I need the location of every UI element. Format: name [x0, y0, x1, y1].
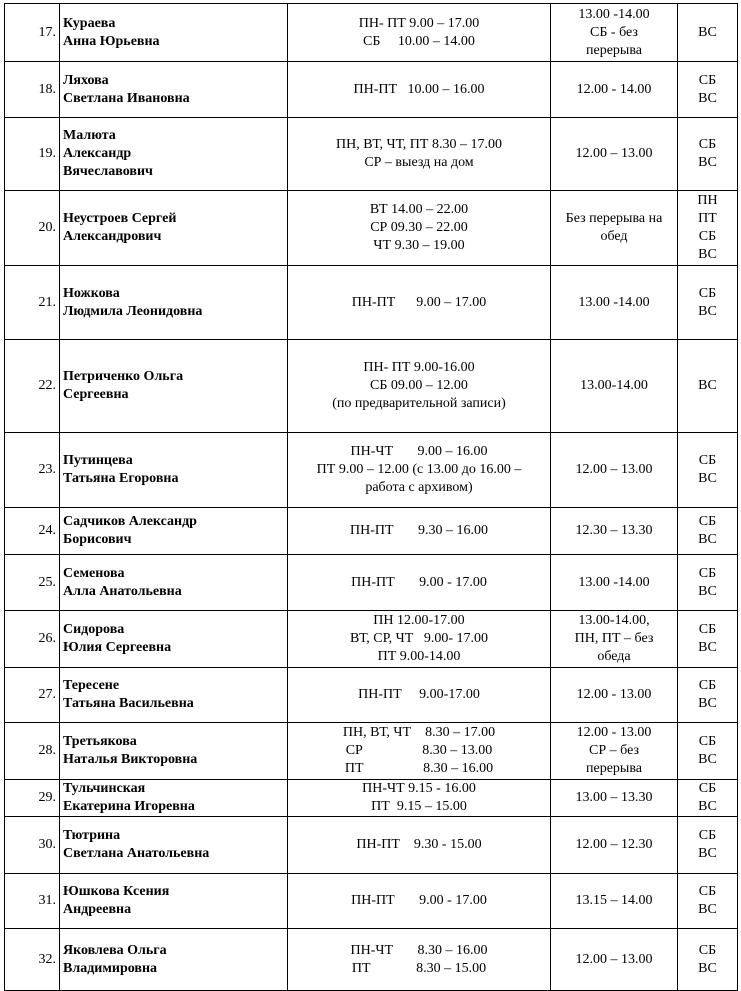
working-hours [288, 62, 551, 118]
cell-line: ПН- ПТ 9.00-16.00 [363, 360, 475, 375]
days-off [678, 780, 738, 817]
break-time [551, 508, 678, 555]
break-time [551, 611, 678, 668]
row-number: 22. [5, 340, 60, 433]
person-name [60, 874, 288, 929]
cell-line: Яковлева Ольга [63, 942, 167, 958]
working-hours [288, 929, 551, 991]
cell-line: ВС [698, 155, 717, 170]
cell-line: Третьякова [63, 734, 137, 749]
cell-line: ВС [698, 24, 717, 40]
days-off [678, 668, 738, 723]
cell-line: СБ [698, 734, 717, 749]
cell-line: ЧТ 9.30 – 19.00 [373, 238, 465, 253]
cell-line: Без перерыва на [565, 211, 663, 226]
cell-line: Алла Анатольевна [63, 583, 182, 599]
working-hours [288, 433, 551, 508]
days-off [678, 723, 738, 780]
cell-line: СБ [698, 514, 717, 529]
table-row [5, 433, 738, 508]
table-row [5, 611, 738, 668]
cell-line: ПН- ПТ 9.00 – 17.00 [358, 15, 480, 31]
row-number: 31. [5, 874, 60, 929]
days-off [678, 340, 738, 433]
cell-line: ВС [698, 846, 717, 861]
cell-line: СБ [698, 678, 717, 693]
cell-line: Неустроев Сергей [63, 211, 177, 226]
cell-line: ВС [698, 471, 717, 486]
cell-line: ПН, ВТ, ЧТ 8.30 – 17.00 [342, 725, 496, 740]
person-name [60, 508, 288, 555]
cell-line: перерыва [586, 761, 642, 776]
break-time [551, 266, 678, 340]
cell-line: Юшкова Ксения [63, 884, 170, 899]
working-hours [288, 266, 551, 340]
cell-line: 13.15 – 14.00 [575, 893, 653, 908]
row-number: 25. [5, 555, 60, 611]
break-time [551, 817, 678, 874]
cell-line: Петриченко Ольга [63, 369, 184, 384]
days-off [678, 4, 738, 62]
cell-line: ПТ 9.00-14.00 [377, 649, 461, 664]
cell-line: ВС [698, 696, 717, 711]
cell-line: Светлана Анатольевна [63, 846, 210, 861]
cell-line: Людмила Леонидовна [63, 303, 203, 319]
days-off [678, 62, 738, 118]
table-row [5, 266, 738, 340]
cell-line: ПН-ПТ 9.00 – 17.00 [351, 294, 487, 310]
cell-line: Сидорова [63, 622, 125, 637]
row-number: 29. [5, 780, 60, 817]
person-name [60, 433, 288, 508]
cell-line: перерыва [586, 42, 642, 58]
cell-line: ПН 12.00-17.00 [373, 613, 465, 628]
cell-line: ПН-ЧТ 9.00 – 16.00 [350, 444, 488, 459]
cell-line: 12.00 – 12.30 [575, 837, 653, 852]
cell-line: Ножкова [63, 285, 120, 301]
days-off [678, 555, 738, 611]
cell-line: СБ [698, 72, 717, 88]
table-row [5, 723, 738, 780]
break-time [551, 780, 678, 817]
cell-line: ВС [698, 583, 717, 599]
cell-line: Екатерина Игоревна [63, 799, 195, 814]
working-hours [288, 555, 551, 611]
cell-line: 13.00-14.00 [580, 378, 648, 393]
cell-line: ПН, ПТ – без [574, 631, 654, 646]
cell-line: Татьяна Егоровна [63, 471, 179, 486]
cell-line: СБ [698, 942, 717, 958]
break-time [551, 555, 678, 611]
cell-line: СР 8.30 – 13.00 [345, 743, 493, 758]
person-name [60, 668, 288, 723]
row-number: 32. [5, 929, 60, 991]
cell-line: Сергеевна [63, 387, 129, 402]
person-name [60, 62, 288, 118]
cell-line: 13.00 – 13.30 [575, 790, 653, 805]
working-hours [288, 191, 551, 266]
person-name [60, 929, 288, 991]
break-time [551, 433, 678, 508]
cell-line: ПТ 9.15 – 15.00 [371, 799, 467, 814]
table-row [5, 555, 738, 611]
cell-line: ВС [698, 799, 717, 814]
cell-line: ПН, ВТ, ЧТ, ПТ 8.30 – 17.00 [336, 137, 502, 152]
cell-line: ПН [697, 193, 718, 208]
days-off [678, 874, 738, 929]
cell-line: СБ [698, 137, 717, 152]
cell-line: 12.00 - 14.00 [576, 81, 652, 97]
row-number: 26. [5, 611, 60, 668]
cell-line: Светлана Ивановна [63, 90, 190, 106]
cell-line: Ляхова [63, 72, 109, 88]
cell-line: ПН-ПТ 9.00 - 17.00 [351, 574, 487, 590]
cell-line: ВС [698, 247, 717, 262]
cell-line: 12.00 – 13.00 [575, 462, 653, 477]
row-number: 21. [5, 266, 60, 340]
working-hours [288, 780, 551, 817]
schedule-table [4, 3, 738, 991]
person-name [60, 4, 288, 62]
cell-line: ПН-ПТ 9.30 – 16.00 [349, 523, 489, 538]
cell-line: Кураева [63, 15, 116, 31]
cell-line: работа с архивом) [365, 480, 473, 495]
cell-line: ПН-ЧТ 9.15 - 16.00 [362, 781, 476, 796]
row-number: 24. [5, 508, 60, 555]
cell-line: ПН-ПТ 9.30 - 15.00 [356, 837, 482, 852]
person-name [60, 780, 288, 817]
row-number: 30. [5, 817, 60, 874]
cell-line: ПН-ПТ 9.00-17.00 [358, 687, 480, 702]
cell-line: СБ [698, 884, 717, 899]
cell-line: ВС [698, 902, 717, 917]
break-time [551, 4, 678, 62]
table-row [5, 4, 738, 62]
days-off [678, 266, 738, 340]
table-row [5, 780, 738, 817]
cell-line: 13.00 -14.00 [578, 6, 650, 22]
cell-line: СР – выезд на дом [364, 155, 474, 170]
days-off [678, 508, 738, 555]
cell-line: 13.00 -14.00 [578, 294, 650, 310]
cell-line: 12.00 – 13.00 [575, 146, 653, 161]
working-hours [288, 340, 551, 433]
cell-line: Андреевна [63, 902, 132, 917]
days-off [678, 611, 738, 668]
person-name [60, 266, 288, 340]
break-time [551, 62, 678, 118]
cell-line: Юлия Сергеевна [63, 640, 172, 655]
cell-line: Семенова [63, 565, 125, 581]
row-number: 27. [5, 668, 60, 723]
cell-line: Анна Юрьевна [63, 33, 160, 49]
table-row [5, 118, 738, 191]
cell-line: 12.00 – 13.00 [575, 951, 653, 967]
row-number: 17. [5, 4, 60, 62]
cell-line: ВС [698, 532, 717, 547]
person-name [60, 817, 288, 874]
days-off [678, 433, 738, 508]
working-hours [288, 4, 551, 62]
break-time [551, 118, 678, 191]
person-name [60, 611, 288, 668]
cell-line: Владимировна [63, 960, 158, 976]
cell-line: (по предварительной записи) [332, 396, 506, 411]
cell-line: СР 09.30 – 22.00 [370, 220, 468, 235]
break-time [551, 723, 678, 780]
cell-line: ВС [698, 378, 717, 393]
working-hours [288, 508, 551, 555]
cell-line: 12.00 - 13.00 [576, 725, 652, 740]
cell-line: ВС [698, 752, 717, 767]
cell-line: ВТ, СР, ЧТ 9.00- 17.00 [350, 631, 488, 646]
person-name [60, 555, 288, 611]
cell-line: 13.00-14.00, [578, 613, 650, 628]
table-row [5, 874, 738, 929]
cell-line: 13.00 -14.00 [578, 574, 650, 590]
table-row [5, 191, 738, 266]
cell-line: ПН-ПТ 9.00 - 17.00 [351, 893, 487, 908]
break-time [551, 668, 678, 723]
cell-line: СБ [698, 781, 717, 796]
person-name [60, 118, 288, 191]
cell-line: обед [600, 229, 628, 244]
days-off [678, 118, 738, 191]
days-off [678, 191, 738, 266]
cell-line: СБ [698, 229, 717, 244]
cell-line: Тютрина [63, 828, 121, 843]
table-row [5, 668, 738, 723]
working-hours [288, 874, 551, 929]
cell-line: Вячеславович [63, 164, 153, 179]
table-row [5, 817, 738, 874]
person-name [60, 191, 288, 266]
cell-line: Борисович [63, 532, 132, 547]
cell-line: СБ 09.00 – 12.00 [370, 378, 468, 393]
row-number: 23. [5, 433, 60, 508]
cell-line: ПТ [698, 211, 717, 226]
break-time [551, 191, 678, 266]
cell-line: СБ - без [590, 24, 638, 40]
cell-line: 12.00 - 13.00 [576, 687, 652, 702]
cell-line: Татьяна Васильевна [63, 696, 194, 711]
row-number: 18. [5, 62, 60, 118]
working-hours [288, 668, 551, 723]
cell-line: ВС [698, 90, 717, 106]
cell-line: СР – без [589, 743, 639, 758]
table-row [5, 508, 738, 555]
cell-line: Тульчинская [63, 781, 146, 796]
break-time [551, 929, 678, 991]
cell-line: СБ [698, 453, 717, 468]
days-off [678, 817, 738, 874]
cell-line: СБ [698, 828, 717, 843]
person-name [60, 723, 288, 780]
days-off [678, 929, 738, 991]
cell-line: ВС [698, 960, 717, 976]
break-time [551, 874, 678, 929]
cell-line: 12.30 – 13.30 [575, 523, 653, 538]
cell-line: Александрович [63, 229, 162, 244]
cell-line: ПТ 8.30 – 16.00 [344, 761, 494, 776]
cell-line: Малюта [63, 128, 116, 143]
row-number: 19. [5, 118, 60, 191]
person-name [60, 340, 288, 433]
working-hours [288, 118, 551, 191]
cell-line: Александр [63, 146, 132, 161]
schedule-body [5, 4, 738, 991]
working-hours [288, 817, 551, 874]
cell-line: ПН-ЧТ 8.30 – 16.00 [350, 942, 488, 958]
cell-line: ВС [698, 640, 717, 655]
row-number: 28. [5, 723, 60, 780]
cell-line: Наталья Викторовна [63, 752, 198, 767]
cell-line: ВТ 14.00 – 22.00 [369, 202, 469, 217]
cell-line: ПН-ПТ 10.00 – 16.00 [353, 81, 485, 97]
table-row [5, 62, 738, 118]
cell-line: СБ [698, 622, 717, 637]
table-row [5, 340, 738, 433]
cell-line: ПТ 8.30 – 15.00 [351, 960, 487, 976]
row-number: 20. [5, 191, 60, 266]
cell-line: Тересене [63, 678, 120, 693]
cell-line: СБ [698, 565, 717, 581]
cell-line: ПТ 9.00 – 12.00 (с 13.00 до 16.00 – [316, 462, 522, 477]
cell-line: СБ 10.00 – 14.00 [363, 33, 475, 49]
cell-line: обеда [597, 649, 631, 664]
working-hours [288, 723, 551, 780]
cell-line: СБ [698, 285, 717, 301]
cell-line: Путинцева [63, 453, 133, 468]
break-time [551, 340, 678, 433]
table-row [5, 929, 738, 991]
working-hours [288, 611, 551, 668]
cell-line: ВС [698, 303, 717, 319]
cell-line: Садчиков Александр [63, 514, 197, 529]
